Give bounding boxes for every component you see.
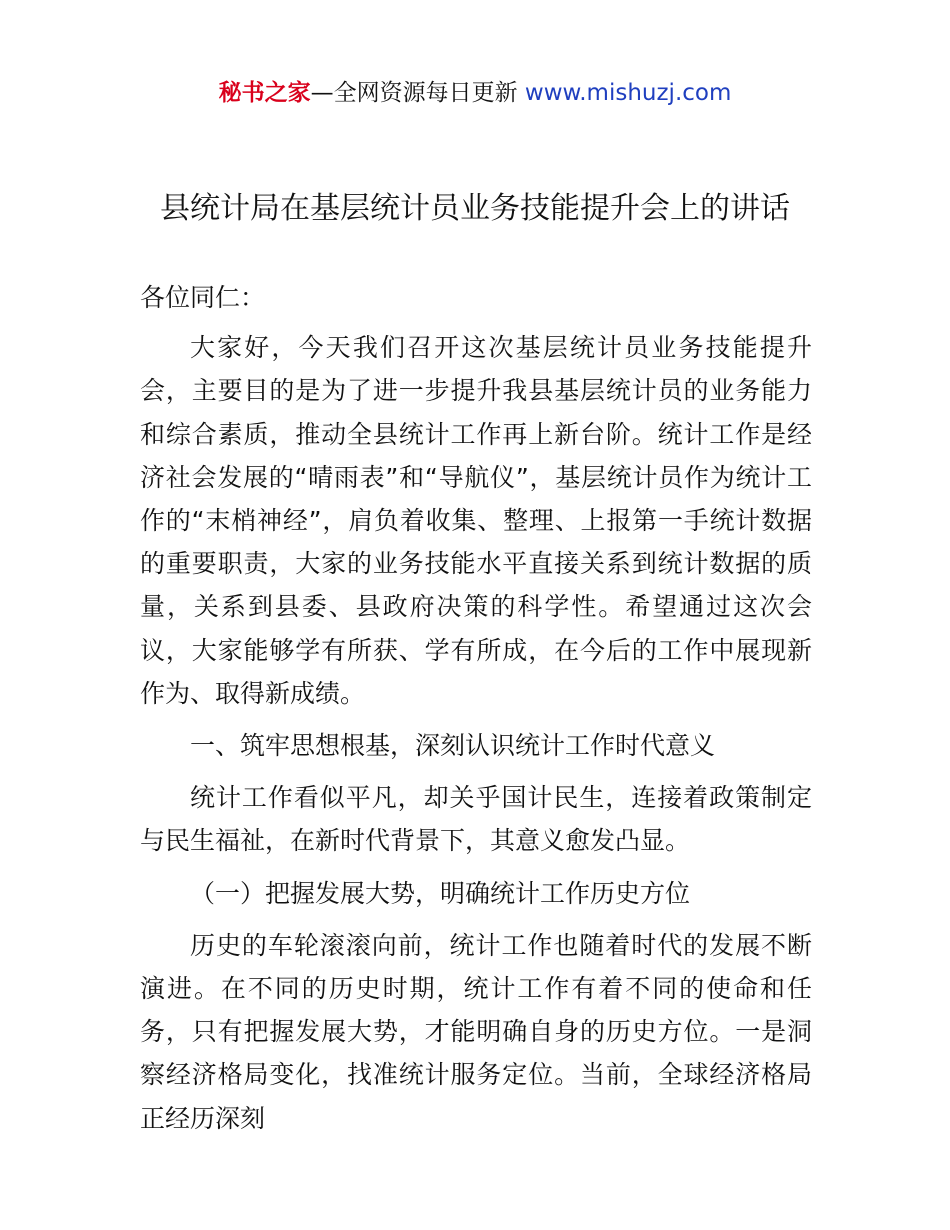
site-brand: 秘书之家 (218, 80, 311, 106)
document-body (140, 276, 812, 1140)
paragraph-subsection-1-1: 历史的车轮滚滚向前，统计工作也随着时代的发展不断演进。在不同的历史时期，统计工作有着不同的使命和任务，只有把握发展大势，才能明确自身的历史方位。一是洞察经济格局变化，找准统计服务定位。当前，全球经济格局正经历深刻 (140, 930, 812, 1133)
salutation: 各位同仁： (140, 283, 266, 312)
subsection-heading-1-1: （一）把握发展大势，明确统计工作历史方位 (190, 878, 691, 908)
paragraph-section-1: 统计工作看似平凡，却关乎国计民生，连接着政策制定与民生福祉，在新时代背景下，其意义愈发凸显。 (140, 783, 812, 856)
section-heading-1: 一、筑牢思想根基，深刻认识统计工作时代意义 (190, 731, 716, 761)
site-url-link[interactable]: www.mishuzj.com (524, 80, 732, 106)
site-tagline: —全网资源每日更新 (310, 80, 518, 106)
paragraph-intro: 大家好，今天我们召开这次基层统计员业务技能提升会，主要目的是为了进一步提升我县基层统计员的业务能力和综合素质，推动全县统计工作再上新台阶。统计工作是经济社会发展的“晴雨表”和“导航仪”，基层统计员作为统计工作的“末梢神经”，肩负着收集、整理、上报第一手统计数据的重要职责，大家的业务技能水平直接关系到统计数据的质量，关系到县委、县政府决策的科学性。希望通过这次会议，大家能够学有所获、学有所成，在今后的工作中展现新作为、取得新成绩。 (140, 333, 812, 708)
site-header (0, 78, 950, 108)
document-title: 县统计局在基层统计员业务技能提升会上的讲话 (160, 191, 790, 227)
